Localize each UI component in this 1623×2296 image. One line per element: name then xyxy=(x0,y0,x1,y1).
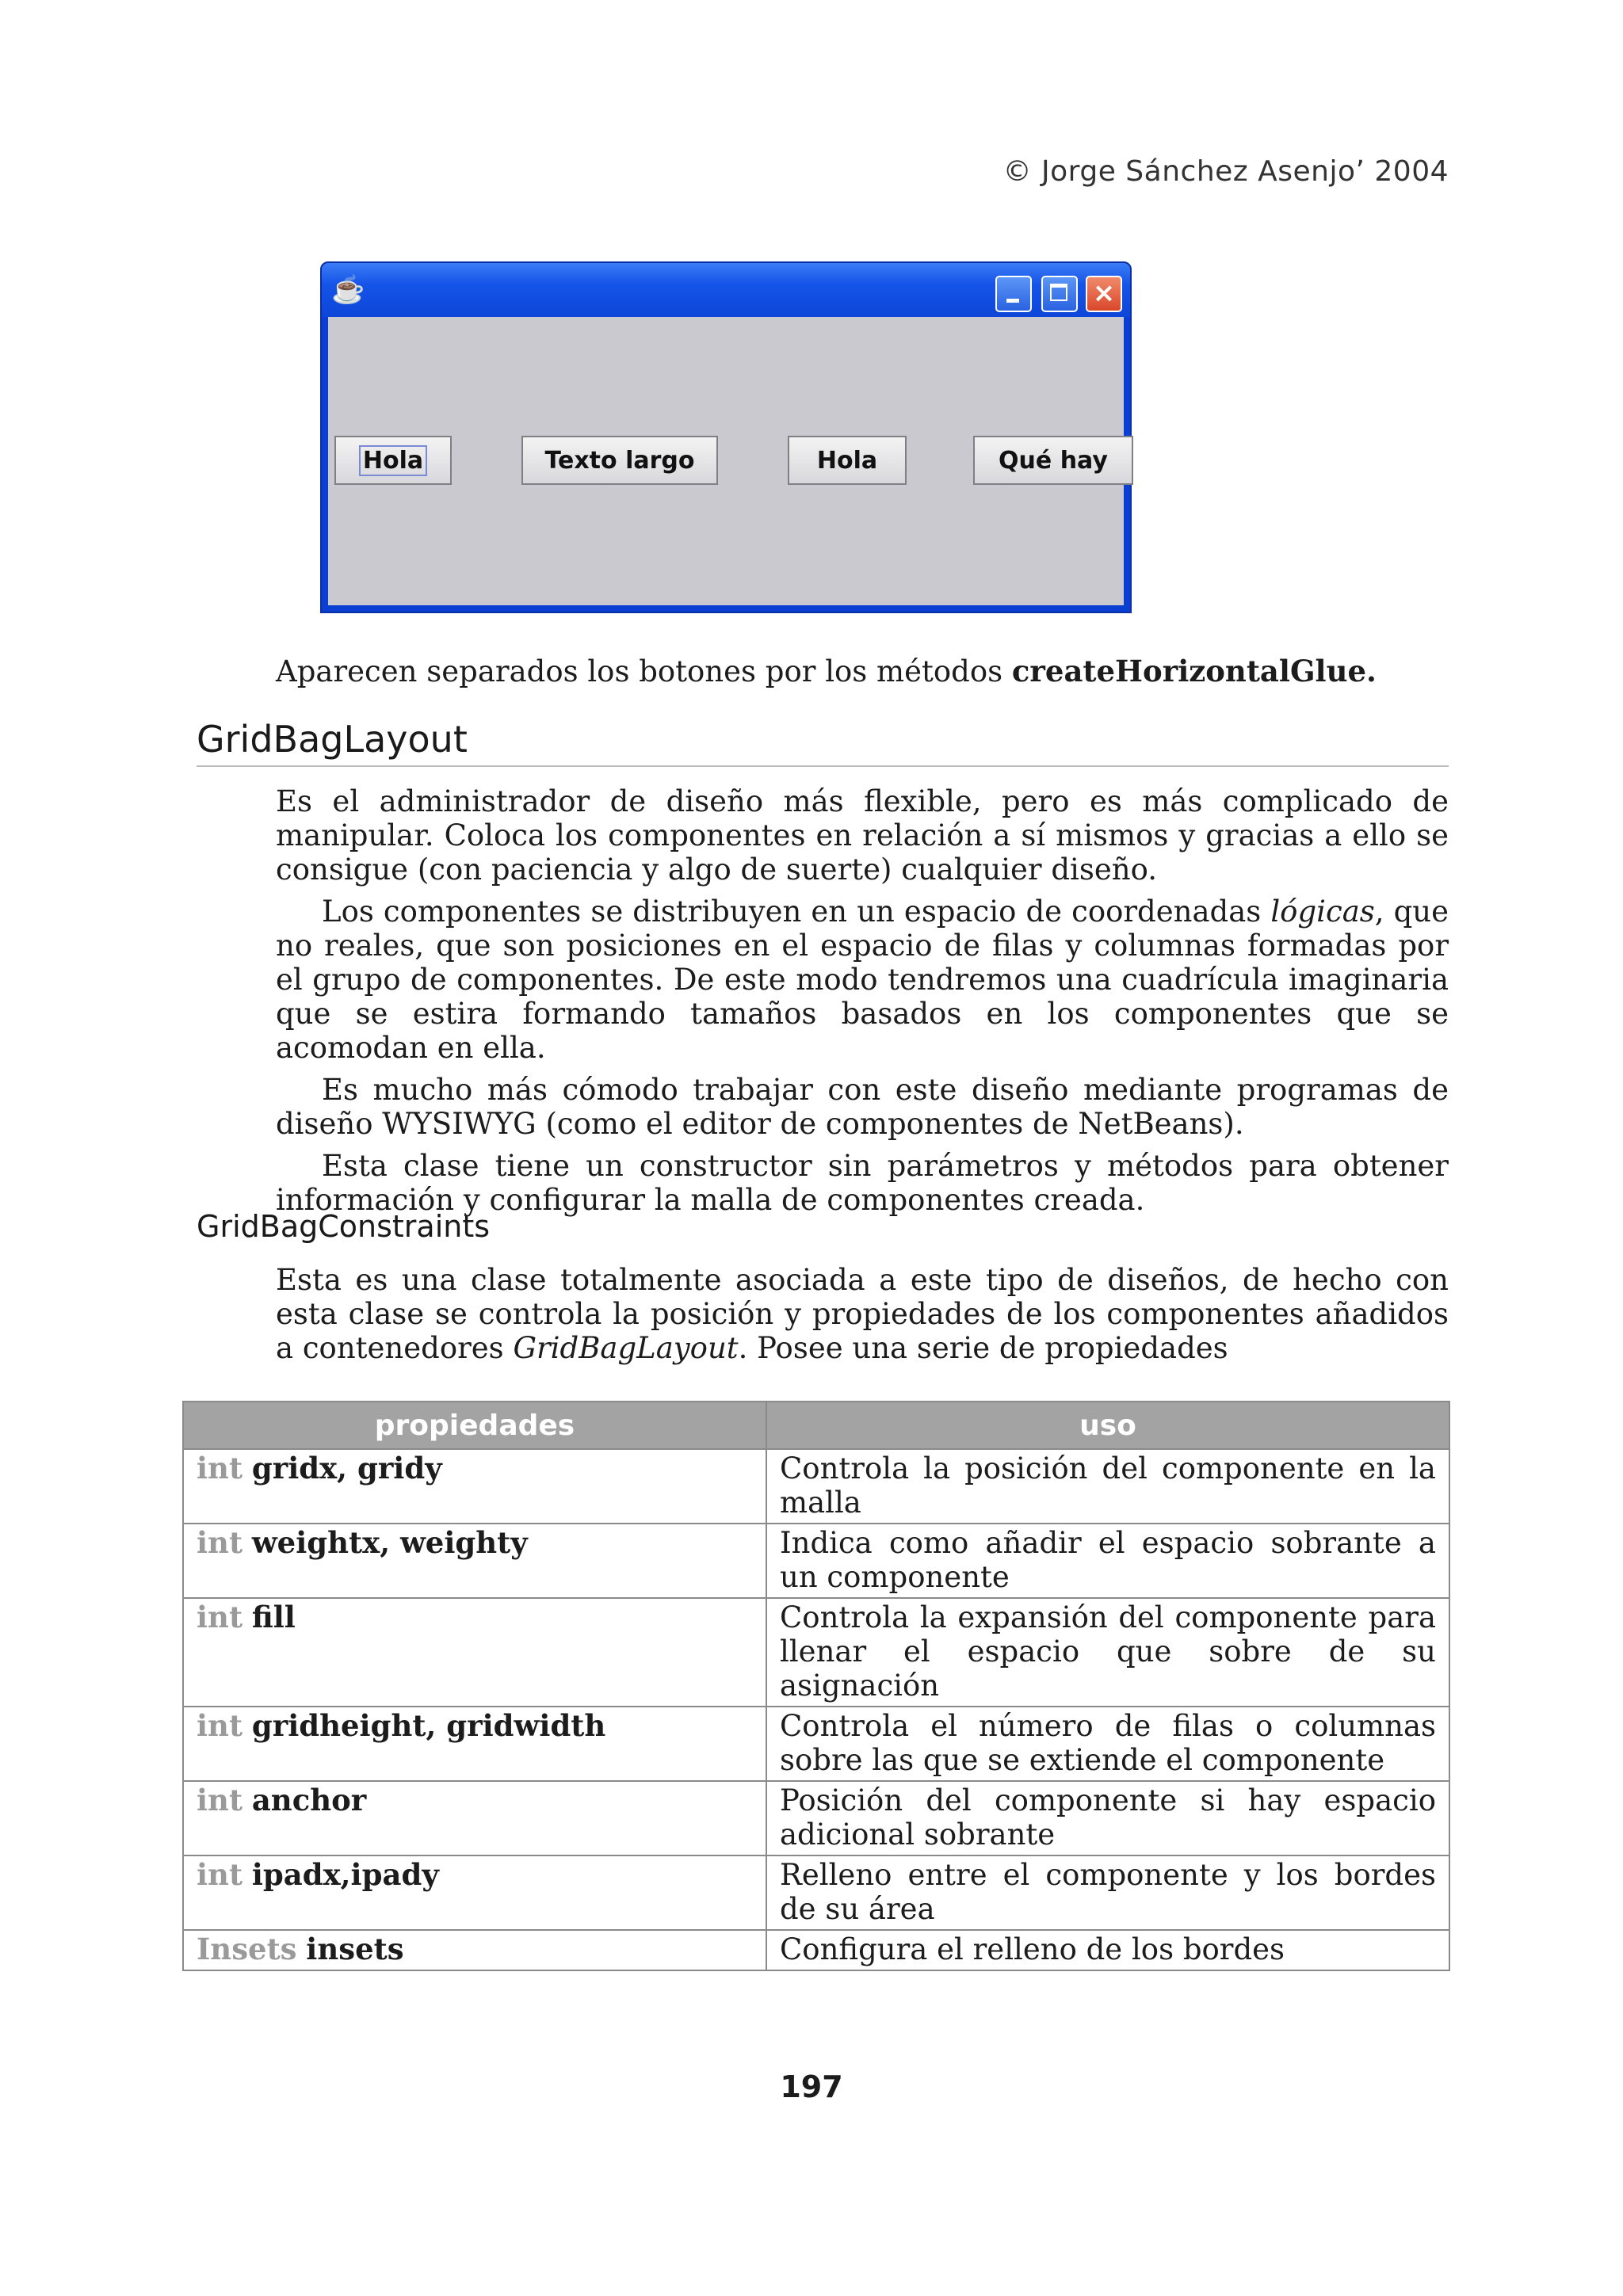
section-title: GridBagLayout xyxy=(197,718,1449,767)
table-row: int weightx, weighty Indica como añadir el espacio sobrante a un componente xyxy=(183,1524,1449,1598)
que-hay-button[interactable]: Qué hay xyxy=(973,436,1133,485)
figure-caption: Aparecen separados los botones por los métodos createHorizontalGlue. xyxy=(276,654,1377,688)
section-body xyxy=(276,784,1449,1217)
maximize-icon[interactable] xyxy=(1041,276,1078,312)
paragraph: Es mucho más cómodo trabajar con este diseño mediante programas de diseño WYSIWYG (como el editor de componentes de NetBeans). xyxy=(276,1073,1449,1141)
table-row: int gridx, gridy Controla la posición del componente en la malla xyxy=(183,1449,1449,1524)
subsection-body: Esta es una clase totalmente asociada a este tipo de diseños, de hecho con esta clase se controla la posición y propiedades de los componentes añadidos a contenedores GridBagLayout. Posee una serie de propiedades xyxy=(276,1263,1449,1365)
properties-table xyxy=(182,1401,1450,1971)
table-header: uso xyxy=(766,1402,1449,1449)
page-header: © Jorge Sánchez Asenjo’ 2004 xyxy=(1002,155,1449,188)
page-number: 197 xyxy=(780,2069,843,2104)
minimize-icon[interactable] xyxy=(995,276,1032,312)
hola-button[interactable]: Hola xyxy=(334,436,452,485)
table-header: propiedades xyxy=(183,1402,766,1449)
subsection-title: GridBagConstraints xyxy=(197,1209,491,1244)
table-row: Insets insets Configura el relleno de los bordes xyxy=(183,1930,1449,1970)
window-content xyxy=(328,317,1124,605)
texto-largo-button[interactable]: Texto largo xyxy=(521,436,718,485)
window-titlebar xyxy=(322,263,1130,317)
java-cup-icon: ☕ xyxy=(331,274,365,306)
close-icon[interactable]: × xyxy=(1086,276,1122,312)
table-row: int anchor Posición del componente si hay espacio adicional sobrante xyxy=(183,1781,1449,1855)
hola-button-2[interactable]: Hola xyxy=(788,436,907,485)
paragraph: Es el administrador de diseño más flexible, pero es más complicado de manipular. Coloca los componentes en relación a sí mismos y gracias a ello se consigue (con paciencia y algo de suerte) cualquier diseño. xyxy=(276,784,1449,887)
table-row: int ipadx,ipady Relleno entre el componente y los bordes de su área xyxy=(183,1855,1449,1930)
java-window-screenshot xyxy=(320,261,1132,613)
paragraph: Esta clase tiene un constructor sin parámetros y métodos para obtener información y configurar la malla de componentes creada. xyxy=(276,1149,1449,1217)
table-row: int gridheight, gridwidth Controla el número de filas o columnas sobre las que se extiende el componente xyxy=(183,1707,1449,1781)
table-row: int fill Controla la expansión del componente para llenar el espacio que sobre de su asignación xyxy=(183,1598,1449,1707)
paragraph: Los componentes se distribuyen en un espacio de coordenadas lógicas, que no reales, que son posiciones en el espacio de filas y columnas formadas por el grupo de componentes. De este modo tendremos una cuadrícula imaginaria que se estira formando tamaños basados en los componentes que se acomodan en ella. xyxy=(276,894,1449,1065)
